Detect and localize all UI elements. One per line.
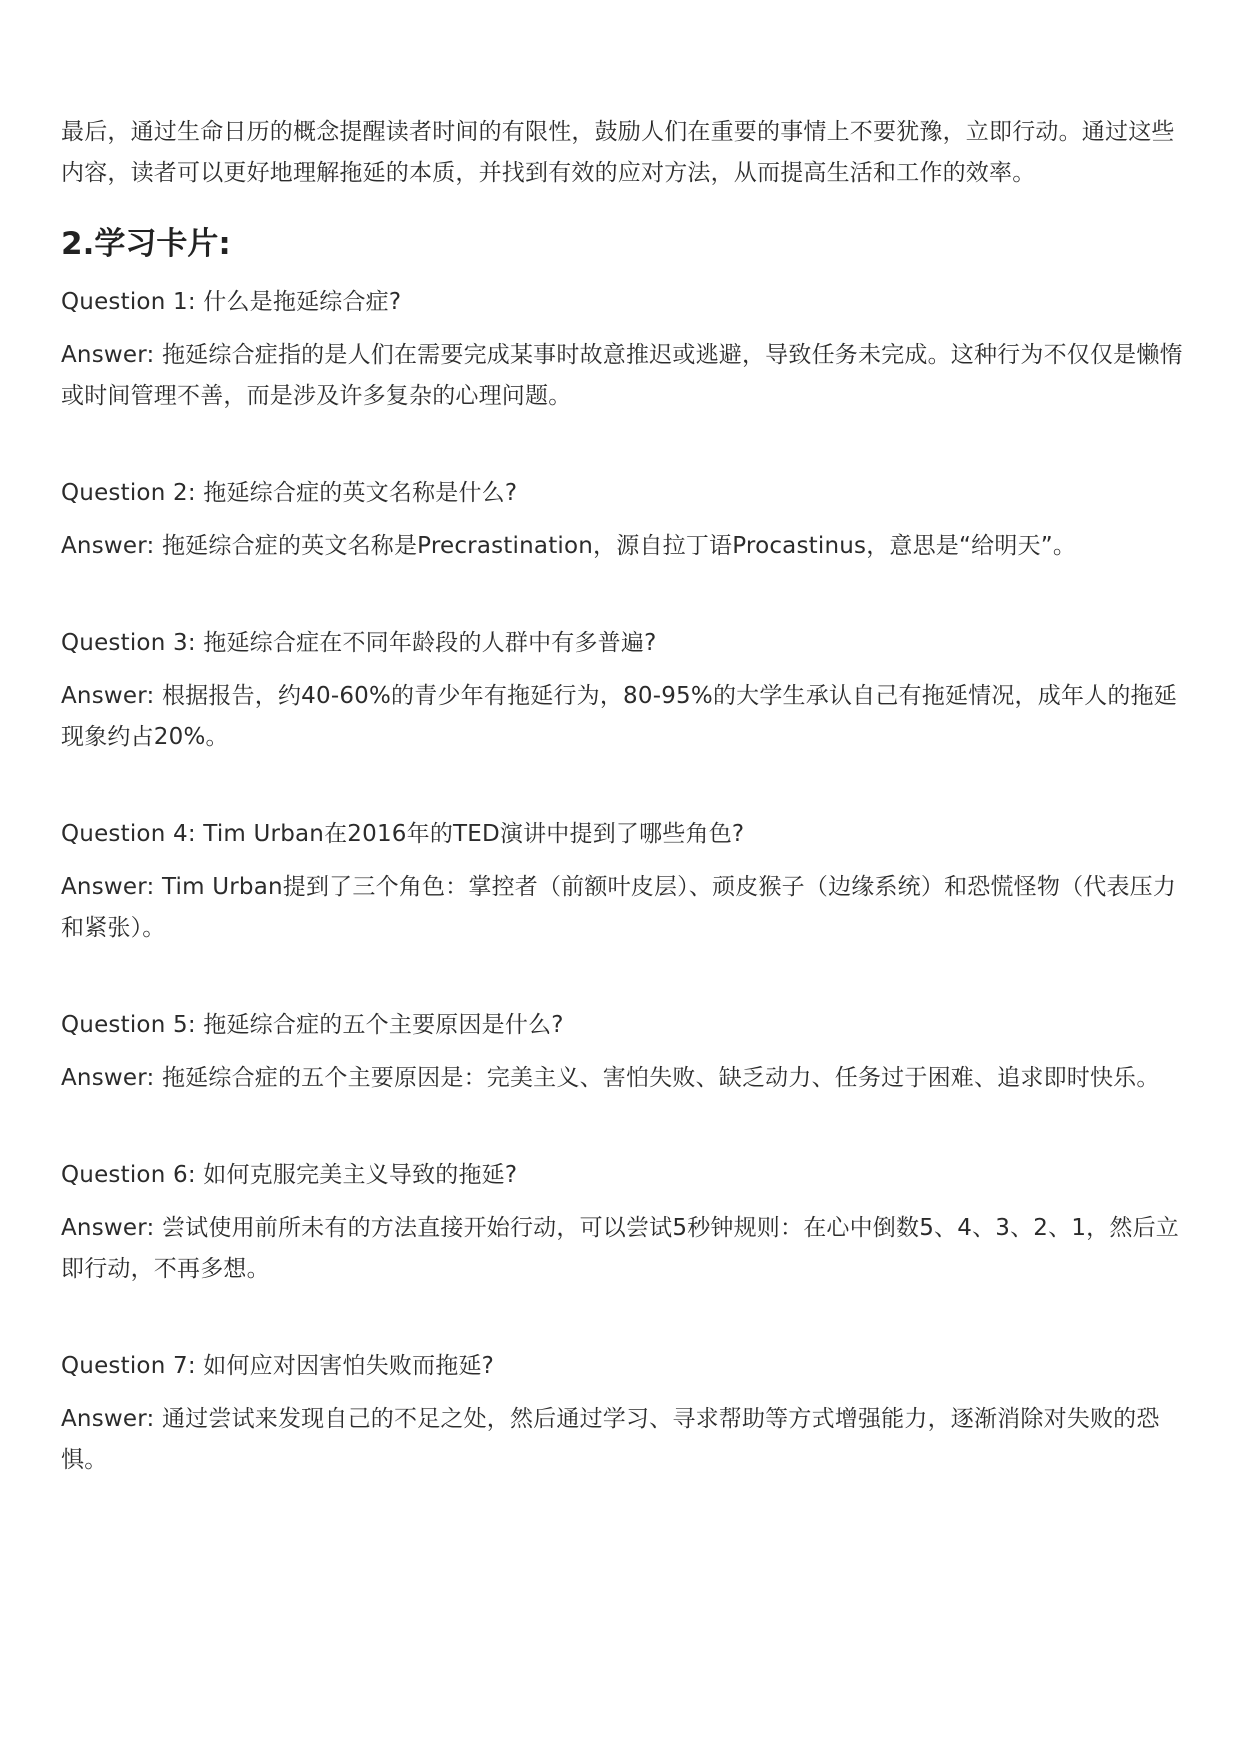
answer-4: Answer: Tim Urban提到了三个角色：掌控者（前额叶皮层）、顽皮猴子（边缘系统）和恐慌怪物（代表压力和紧张）。 xyxy=(61,874,1177,941)
question-4: Question 4: Tim Urban在2016年的TED演讲中提到了哪些角色? xyxy=(61,821,745,847)
section-heading: 2.学习卡片: xyxy=(61,226,231,262)
flashcard-5 xyxy=(61,1005,1191,1099)
flashcard-4 xyxy=(61,814,1191,949)
answer-5: Answer: 拖延综合症的五个主要原因是：完美主义、害怕失败、缺乏动力、任务过于困难、追求即时快乐。 xyxy=(61,1065,1160,1091)
answer-1: Answer: 拖延综合症指的是人们在需要完成某事时故意推迟或逃避，导致任务未完成。这种行为不仅仅是懒惰或时间管理不善，而是涉及许多复杂的心理问题。 xyxy=(61,342,1183,409)
flashcard-1 xyxy=(61,282,1191,417)
answer-2: Answer: 拖延综合症的英文名称是Precrastination，源自拉丁语Procastinus，意思是“给明天”。 xyxy=(61,533,1077,559)
intro-paragraph: 最后，通过生命日历的概念提醒读者时间的有限性，鼓励人们在重要的事情上不要犹豫，立即行动。通过这些内容，读者可以更好地理解拖延的本质，并找到有效的应对方法，从而提高生活和工作的效率。 xyxy=(61,119,1175,186)
question-2: Question 2: 拖延综合症的英文名称是什么? xyxy=(61,480,518,506)
answer-6: Answer: 尝试使用前所未有的方法直接开始行动，可以尝试5秒钟规则：在心中倒数5、4、3、2、1，然后立即行动，不再多想。 xyxy=(61,1215,1179,1282)
document-page xyxy=(61,112,1191,1481)
question-5: Question 5: 拖延综合症的五个主要原因是什么? xyxy=(61,1012,564,1038)
answer-7: Answer: 通过尝试来发现自己的不足之处，然后通过学习、寻求帮助等方式增强能力，逐渐消除对失败的恐惧。 xyxy=(61,1406,1160,1473)
flashcard-6 xyxy=(61,1155,1191,1290)
flashcard-2 xyxy=(61,473,1191,567)
flashcard-3 xyxy=(61,623,1191,758)
question-3: Question 3: 拖延综合症在不同年龄段的人群中有多普遍? xyxy=(61,630,657,656)
flashcard-7 xyxy=(61,1346,1191,1481)
question-1: Question 1: 什么是拖延综合症? xyxy=(61,289,402,315)
question-6: Question 6: 如何克服完美主义导致的拖延? xyxy=(61,1162,518,1188)
answer-3: Answer: 根据报告，约40-60%的青少年有拖延行为，80-95%的大学生承认自己有拖延情况，成年人的拖延现象约占20%。 xyxy=(61,683,1177,750)
question-7: Question 7: 如何应对因害怕失败而拖延? xyxy=(61,1353,495,1379)
